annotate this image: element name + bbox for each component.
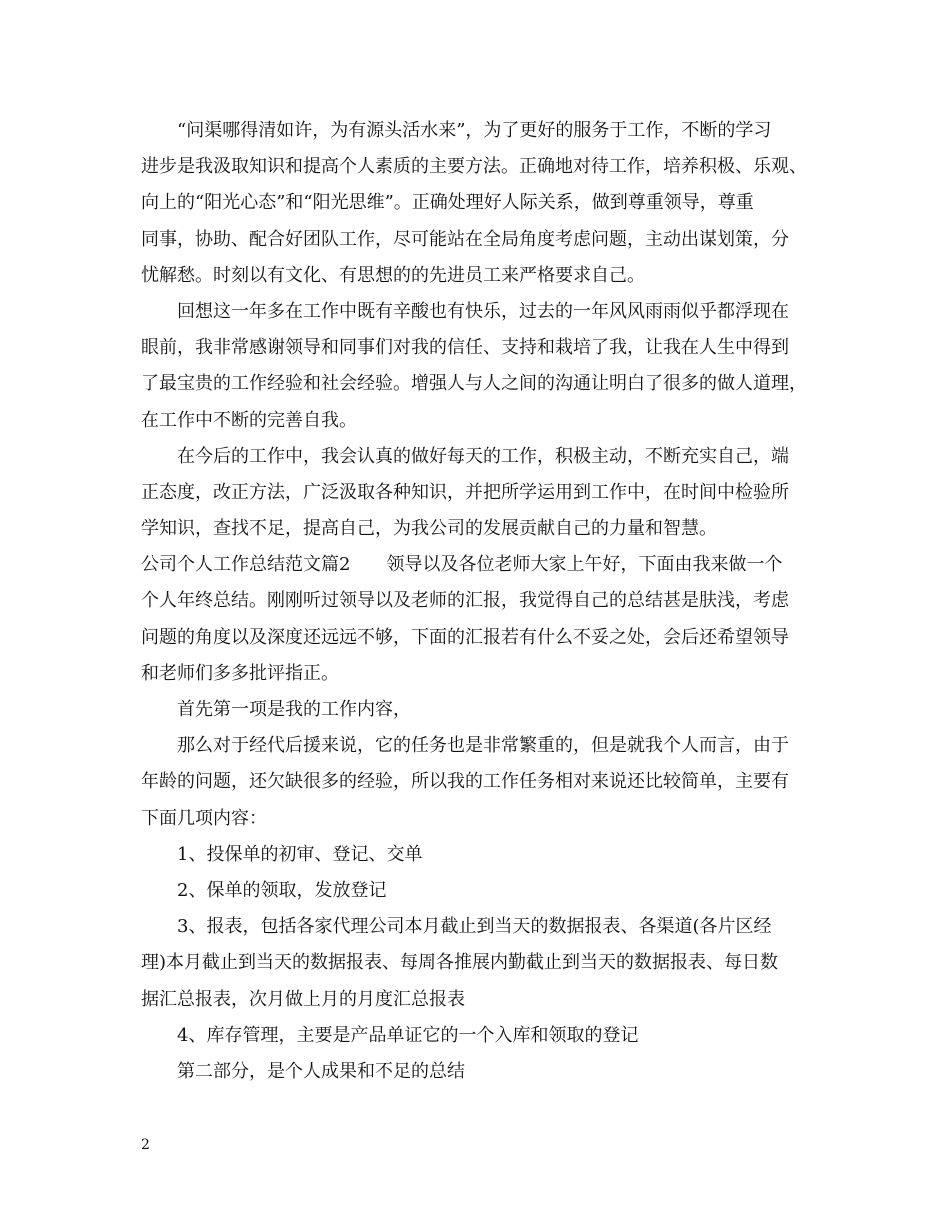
text-line: 首先第一项是我的工作内容， (177, 699, 411, 720)
text-line: 进步是我汲取知识和提高个人素质的主要方法。正确地对待工作，培养积极、乐观、 (141, 156, 807, 178)
text-line: 在今后的工作中，我会认真的做好每天的工作，积极主动，不断充实自己，端 (177, 445, 789, 467)
text-line: 理)本月截止到当天的数据报表、每周各推展内勤截止到当天的数据报表、每日数 (141, 952, 779, 974)
text-line: 2、保单的领取，发放登记 (177, 879, 387, 901)
text-line: 1、投保单的初审、登记、交单 (177, 843, 423, 865)
text-line: 公司个人工作总结范文篇2 领导以及各位老师大家上午好，下面由我来做一个 (141, 554, 783, 576)
text-line: 忧解愁。时刻以有文化、有思想的的先进员工来严格要求自己。 (141, 264, 645, 286)
text-line: 眼前，我非常感谢领导和同事们对我的信任、支持和栽培了我，让我在人生中得到 (141, 337, 789, 359)
text-line: 第二部分，是个人成果和不足的总结 (177, 1060, 465, 1082)
text-line: 那么对于经代后援来说，它的任务也是非常繁重的，但是就我个人而言，由于 (177, 735, 789, 757)
text-line: 学知识，查找不足，提高自己，为我公司的发展贡献自己的力量和智慧。 (141, 518, 717, 540)
text-line: 问题的角度以及深度还远远不够，下面的汇报若有什么不妥之处，会后还希望领导 (141, 626, 789, 648)
text-line: 了最宝贵的工作经验和社会经验。增强人与人之间的沟通让明白了很多的做人道理， (141, 373, 807, 395)
text-line: “问渠哪得清如许，为有源头活水来”，为了更好的服务于工作，不断的学习 (177, 120, 772, 141)
text-line: 在工作中不断的完善自我。 (141, 409, 357, 431)
text-line: 向上的“阳光心态”和“阳光思维”。正确处理好人际关系，做到尊重领导，尊重 (141, 192, 754, 214)
text-line: 个人年终总结。刚刚听过领导以及老师的汇报，我觉得自己的总结甚是肤浅，考虑 (141, 590, 789, 612)
text-line: 据汇总报表，次月做上月的月度汇总报表 (141, 988, 465, 1010)
text-line: 同事，协助、配合好团队工作，尽可能站在全局角度考虑问题，主动出谋划策，分 (141, 228, 789, 250)
text-line: 下面几项内容： (141, 807, 267, 829)
page-number: 2 (141, 1137, 150, 1153)
text-line: 回想这一年多在工作中既有辛酸也有快乐，过去的一年风风雨雨似乎都浮现在 (177, 300, 789, 322)
text-line: 和老师们多多批评指正。 (141, 662, 339, 684)
text-line: 正态度，改正方法，广泛汲取各种知识，并把所学运用到工作中，在时间中检验所 (141, 481, 789, 503)
document-body (141, 113, 816, 1090)
text-line: 年龄的问题，还欠缺很多的经验，所以我的工作任务相对来说还比较简单，主要有 (141, 771, 789, 793)
text-line: 3、报表，包括各家代理公司本月截止到当天的数据报表、各渠道(各片区经 (177, 916, 772, 938)
text-line: 4、库存管理，主要是产品单证它的一个入库和领取的登记 (177, 1024, 639, 1046)
